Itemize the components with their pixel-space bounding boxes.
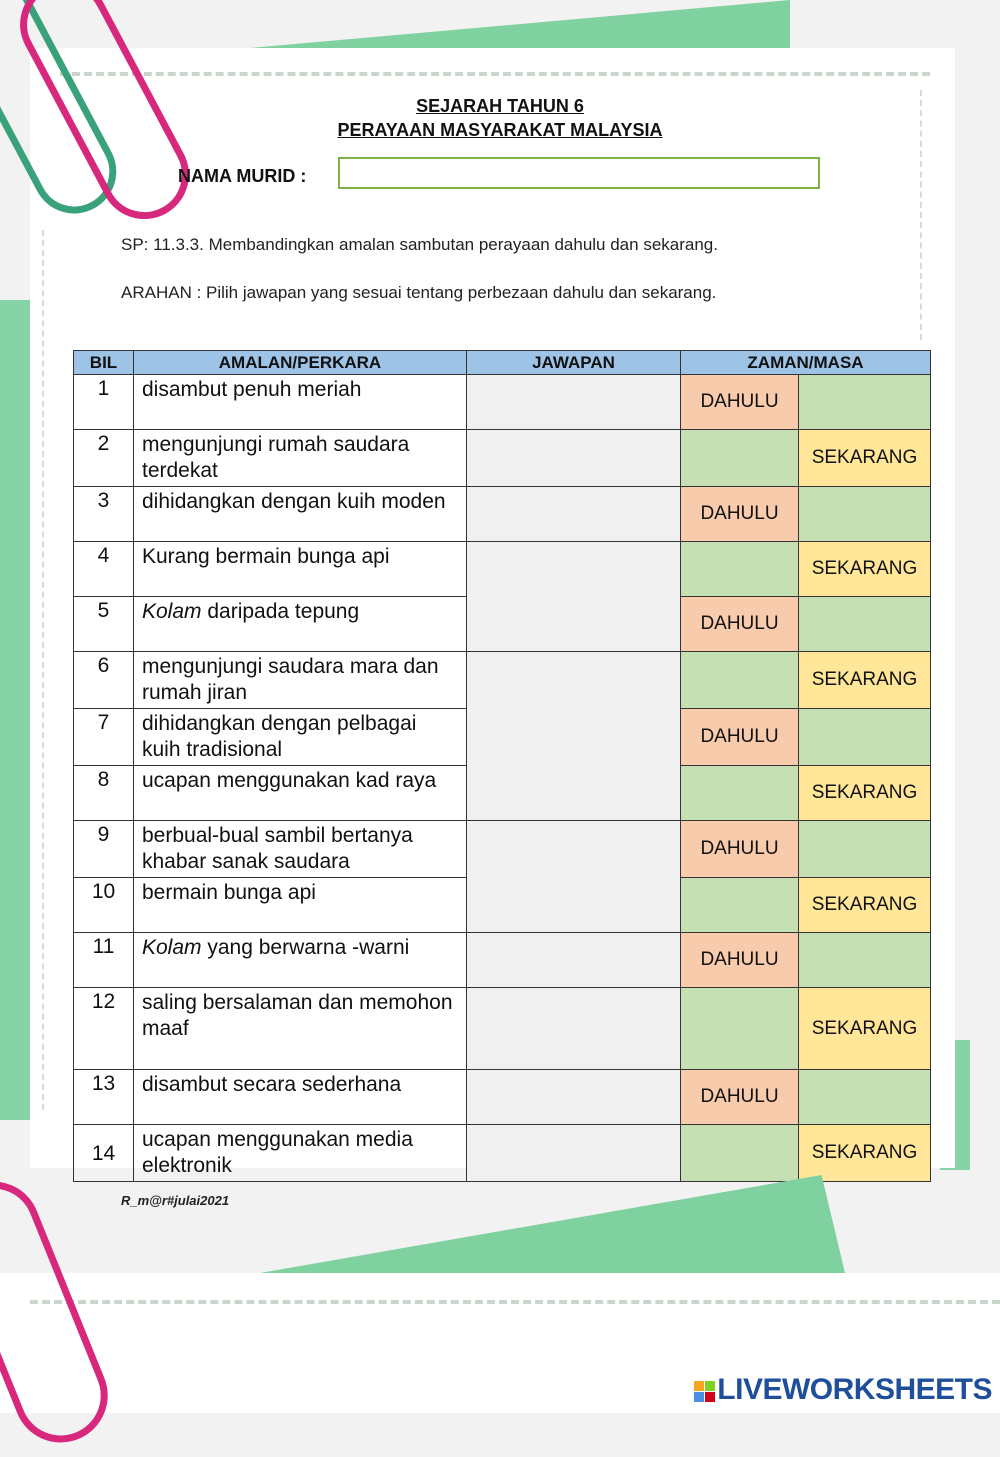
dashed-border xyxy=(30,1300,1000,1304)
option-dahulu[interactable]: DAHULU xyxy=(681,487,799,542)
practice-label: daripada tepung xyxy=(201,600,360,623)
practice-text xyxy=(134,430,467,487)
worksheet-title: SEJARAH TAHUN 6 xyxy=(416,96,584,116)
option-blank xyxy=(681,878,799,933)
practice-label: ucapan menggunakan media elektronik xyxy=(142,1128,413,1177)
option-blank xyxy=(799,709,931,766)
answer-drop-zone[interactable] xyxy=(467,430,681,487)
option-blank xyxy=(799,821,931,878)
answer-drop-zone[interactable] xyxy=(467,933,681,988)
practice-label: berbual-bual sambil bertanya khabar sanak saudara xyxy=(142,824,413,873)
answer-drop-zone[interactable] xyxy=(467,375,681,430)
practice-text xyxy=(134,933,467,988)
row-number: 2 xyxy=(74,430,134,487)
column-header-jawapan: JAWAPAN xyxy=(467,351,681,375)
practice-text xyxy=(134,1070,467,1125)
column-header-amalan: AMALAN/PERKARA xyxy=(134,351,467,375)
option-blank xyxy=(799,487,931,542)
practice-text xyxy=(134,878,467,933)
worksheet-subtitle: PERAYAAN MASYARAKAT MALAYSIA xyxy=(337,120,663,140)
option-blank xyxy=(681,652,799,709)
option-dahulu[interactable]: DAHULU xyxy=(681,597,799,652)
name-label: NAMA MURID : xyxy=(178,166,307,186)
option-sekarang[interactable]: SEKARANG xyxy=(799,878,931,933)
row-number: 12 xyxy=(74,988,134,1070)
option-blank xyxy=(681,766,799,821)
answer-drop-zone[interactable] xyxy=(467,652,681,821)
answer-drop-zone[interactable] xyxy=(467,988,681,1070)
practice-label: ucapan menggunakan kad raya xyxy=(142,769,437,792)
instruction: ARAHAN : Pilih jawapan yang sesuai tentang perbezaan dahulu dan sekarang. xyxy=(121,283,717,302)
practice-label: Kurang bermain bunga api xyxy=(142,545,390,568)
practice-text xyxy=(134,375,467,430)
option-blank xyxy=(799,933,931,988)
author-signature: R_m@r#julai2021 xyxy=(121,1193,230,1208)
column-header-zaman: ZAMAN/MASA xyxy=(681,351,931,375)
answer-drop-zone[interactable] xyxy=(467,487,681,542)
row-number: 9 xyxy=(74,821,134,878)
table-row xyxy=(74,1070,931,1125)
row-number: 14 xyxy=(74,1125,134,1182)
practice-text xyxy=(134,597,467,652)
table-row xyxy=(74,988,931,1070)
practice-text xyxy=(134,1125,467,1182)
row-number: 5 xyxy=(74,597,134,652)
practice-text xyxy=(134,709,467,766)
practice-italic: Kolam xyxy=(142,936,202,959)
option-blank xyxy=(799,597,931,652)
decor-green-bottom xyxy=(260,1175,845,1273)
practice-label: disambut secara sederhana xyxy=(142,1073,402,1096)
table-row xyxy=(74,487,931,542)
option-dahulu[interactable]: DAHULU xyxy=(681,933,799,988)
practice-text xyxy=(134,652,467,709)
table-row xyxy=(74,430,931,487)
row-number: 10 xyxy=(74,878,134,933)
option-blank xyxy=(681,430,799,487)
answer-table xyxy=(73,350,931,1182)
option-blank xyxy=(799,375,931,430)
table-row xyxy=(74,652,931,709)
practice-text xyxy=(134,988,467,1070)
table-row xyxy=(74,933,931,988)
row-number: 7 xyxy=(74,709,134,766)
option-dahulu[interactable]: DAHULU xyxy=(681,375,799,430)
option-blank xyxy=(799,1070,931,1125)
practice-label: dihidangkan dengan pelbagai kuih tradisional xyxy=(142,712,417,761)
logo-icon xyxy=(694,1381,715,1402)
practice-label: disambut penuh meriah xyxy=(142,378,362,401)
dashed-border xyxy=(42,230,44,1110)
option-sekarang[interactable]: SEKARANG xyxy=(799,988,931,1070)
practice-label: dihidangkan dengan kuih moden xyxy=(142,490,446,513)
practice-label: saling bersalaman dan memohon maaf xyxy=(142,991,453,1040)
row-number: 6 xyxy=(74,652,134,709)
option-sekarang[interactable]: SEKARANG xyxy=(799,652,931,709)
table-row xyxy=(74,821,931,878)
practice-text xyxy=(134,487,467,542)
practice-italic: Kolam xyxy=(142,600,202,623)
option-sekarang[interactable]: SEKARANG xyxy=(799,542,931,597)
decor-green-top xyxy=(250,0,790,48)
row-number: 3 xyxy=(74,487,134,542)
liveworksheets-logo xyxy=(694,1373,992,1407)
table-row xyxy=(74,542,931,597)
answer-drop-zone[interactable] xyxy=(467,821,681,933)
column-header-bil: BIL xyxy=(74,351,134,375)
answer-drop-zone[interactable] xyxy=(467,1070,681,1125)
table-row xyxy=(74,1125,931,1182)
option-blank xyxy=(681,1125,799,1182)
practice-label: bermain bunga api xyxy=(142,881,316,904)
row-number: 11 xyxy=(74,933,134,988)
practice-text xyxy=(134,766,467,821)
option-dahulu[interactable]: DAHULU xyxy=(681,709,799,766)
student-name-input[interactable] xyxy=(338,157,820,189)
option-sekarang[interactable]: SEKARANG xyxy=(799,430,931,487)
answer-drop-zone[interactable] xyxy=(467,1125,681,1182)
option-sekarang[interactable]: SEKARANG xyxy=(799,766,931,821)
table-row xyxy=(74,375,931,430)
dashed-border xyxy=(60,72,930,76)
decor-green-left xyxy=(0,300,30,1120)
answer-drop-zone[interactable] xyxy=(467,542,681,652)
learning-standard: SP: 11.3.3. Membandingkan amalan sambutan perayaan dahulu dan sekarang. xyxy=(121,235,718,254)
row-number: 13 xyxy=(74,1070,134,1125)
row-number: 4 xyxy=(74,542,134,597)
practice-text xyxy=(134,542,467,597)
row-number: 1 xyxy=(74,375,134,430)
practice-label: yang berwarna -warni xyxy=(201,936,410,959)
option-sekarang[interactable]: SEKARANG xyxy=(799,1125,931,1182)
practice-label: mengunjungi rumah saudara terdekat xyxy=(142,433,410,482)
brand-text: LIVEWORKSHEETS xyxy=(717,1373,992,1406)
option-blank xyxy=(681,542,799,597)
option-dahulu[interactable]: DAHULU xyxy=(681,1070,799,1125)
option-blank xyxy=(681,988,799,1070)
option-dahulu[interactable]: DAHULU xyxy=(681,821,799,878)
practice-text xyxy=(134,821,467,878)
row-number: 8 xyxy=(74,766,134,821)
practice-label: mengunjungi saudara mara dan rumah jiran xyxy=(142,655,439,704)
